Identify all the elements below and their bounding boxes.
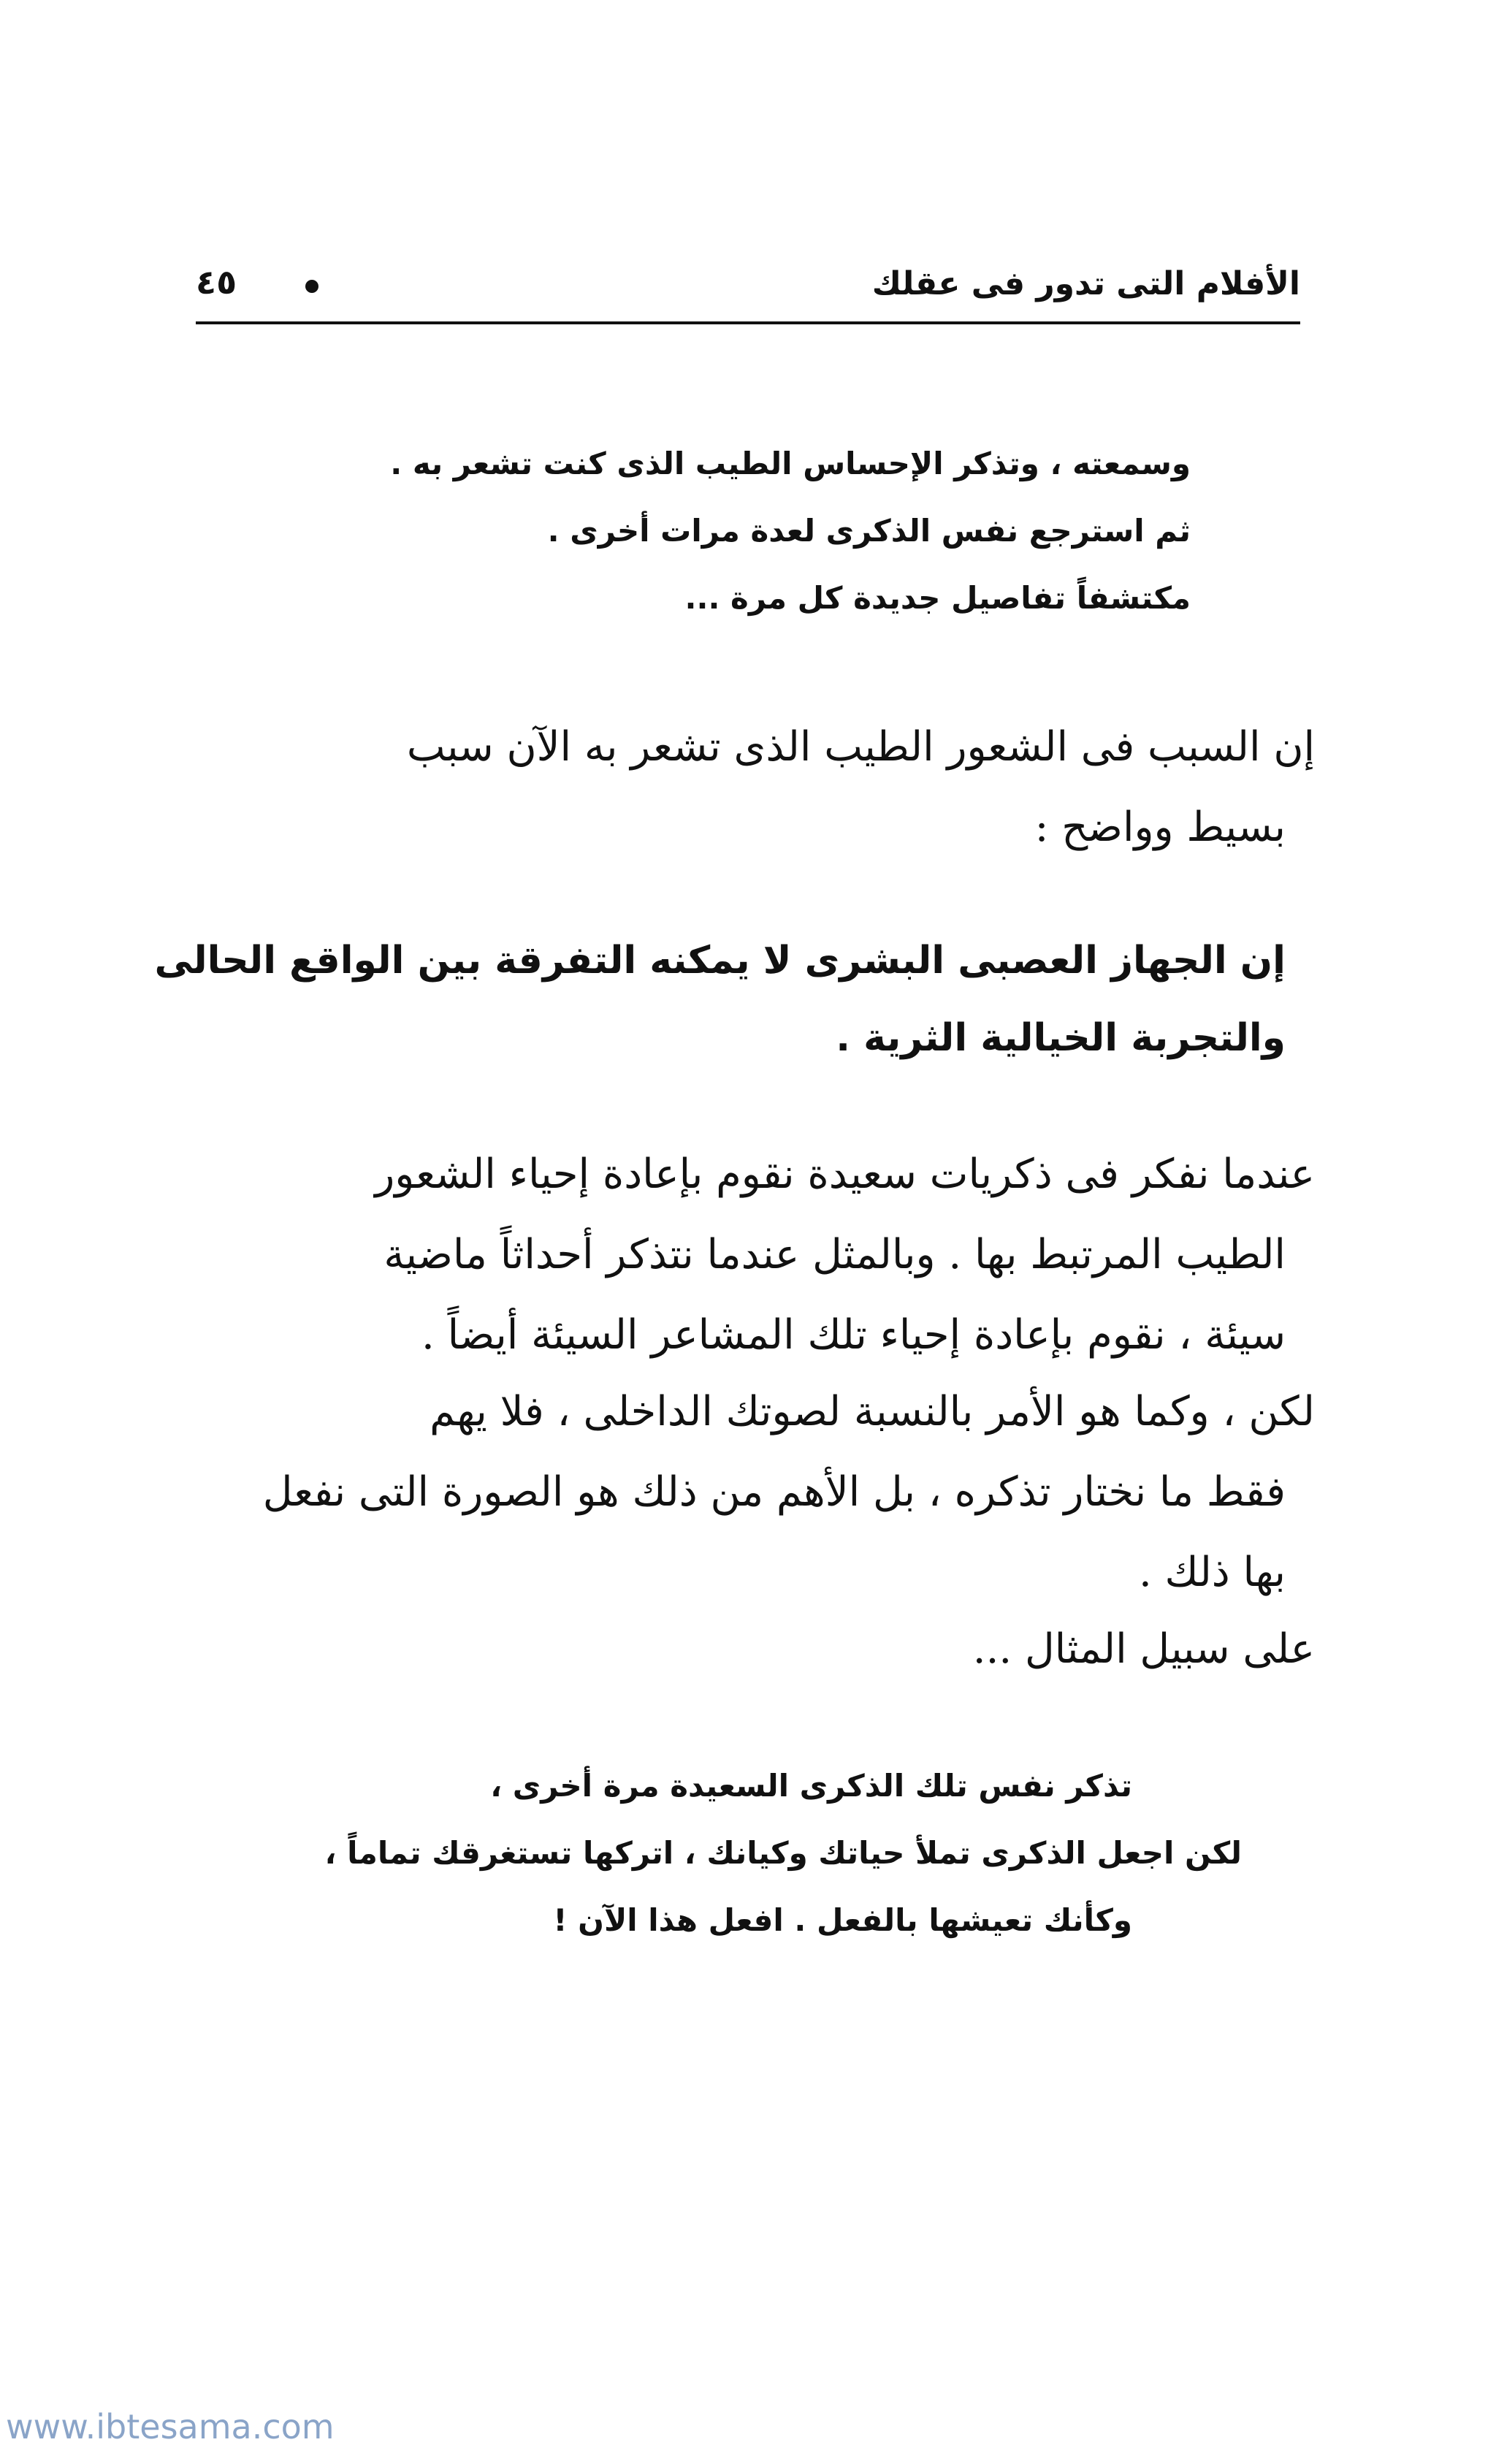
paragraph-line: إن الجهاز العصبى البشرى لا يمكنه التفرقة بين الواقع الحالى xyxy=(154,939,1286,983)
paragraph-line: فقط ما نختار تذكره ، بل الأهم من ذلك هو الصورة التى نفعل xyxy=(262,1468,1286,1516)
quote-line: تذكر نفس تلك الذكرى السعيدة مرة أخرى ، xyxy=(490,1768,1132,1804)
paragraph-line: لكن ، وكما هو الأمر بالنسبة لصوتك الداخلى ، فلا يهم xyxy=(430,1388,1315,1435)
paragraph-line: سيئة ، نقوم بإعادة إحياء تلك المشاعر السيئة أيضاً . xyxy=(421,1311,1286,1359)
quote-line: وكأنك تعيشها بالفعل . افعل هذا الآن ! xyxy=(553,1902,1132,1938)
paragraph-line: والتجربة الخيالية الثرية . xyxy=(836,1016,1286,1060)
bullet-separator xyxy=(305,280,318,293)
quote-block-2 xyxy=(324,1768,1256,1972)
paragraph-line: إن السبب فى الشعور الطيب الذى تشعر به الآن سبب xyxy=(406,723,1315,771)
paragraph-3 xyxy=(375,1151,1315,1392)
paragraph-2 xyxy=(154,939,1286,1085)
paragraph-line: عندما نفكر فى ذكريات سعيدة نقوم بإعادة إحياء الشعور xyxy=(375,1151,1315,1198)
quote-line: مكتشفاً تفاصيل جديدة كل مرة ... xyxy=(684,580,1191,616)
paragraph-line: الطيب المرتبط بها . وبالمثل عندما نتذكر أحداثاً ماضية xyxy=(383,1231,1286,1278)
paragraph-1 xyxy=(380,723,1315,869)
quote-line: لكن اجعل الذكرى تملأ حياتك وكيانك ، اتركها تستغرقك تماماً ، xyxy=(324,1835,1242,1871)
paragraph-line: بها ذلك . xyxy=(1138,1549,1286,1596)
paragraph-line: على سبيل المثال ... xyxy=(972,1625,1315,1673)
header-divider xyxy=(196,321,1300,324)
paragraph-line: بسيط وواضح : xyxy=(1034,804,1286,851)
quote-block-1 xyxy=(365,446,1256,636)
running-header xyxy=(196,252,1300,318)
quote-line: وسمعته ، وتذكر الإحساس الطيب الذى كنت تشعر به . xyxy=(390,446,1191,481)
page-number: ٤٥ xyxy=(196,262,237,302)
watermark-url: www.ibtesama.com xyxy=(6,2407,335,2446)
paragraph-4 xyxy=(262,1388,1315,1629)
quote-line: ثم استرجع نفس الذكرى لعدة مرات أخرى . xyxy=(547,513,1191,549)
paragraph-5 xyxy=(380,1625,1315,1706)
header-title: الأفلام التى تدور فى عقلك xyxy=(871,265,1300,302)
